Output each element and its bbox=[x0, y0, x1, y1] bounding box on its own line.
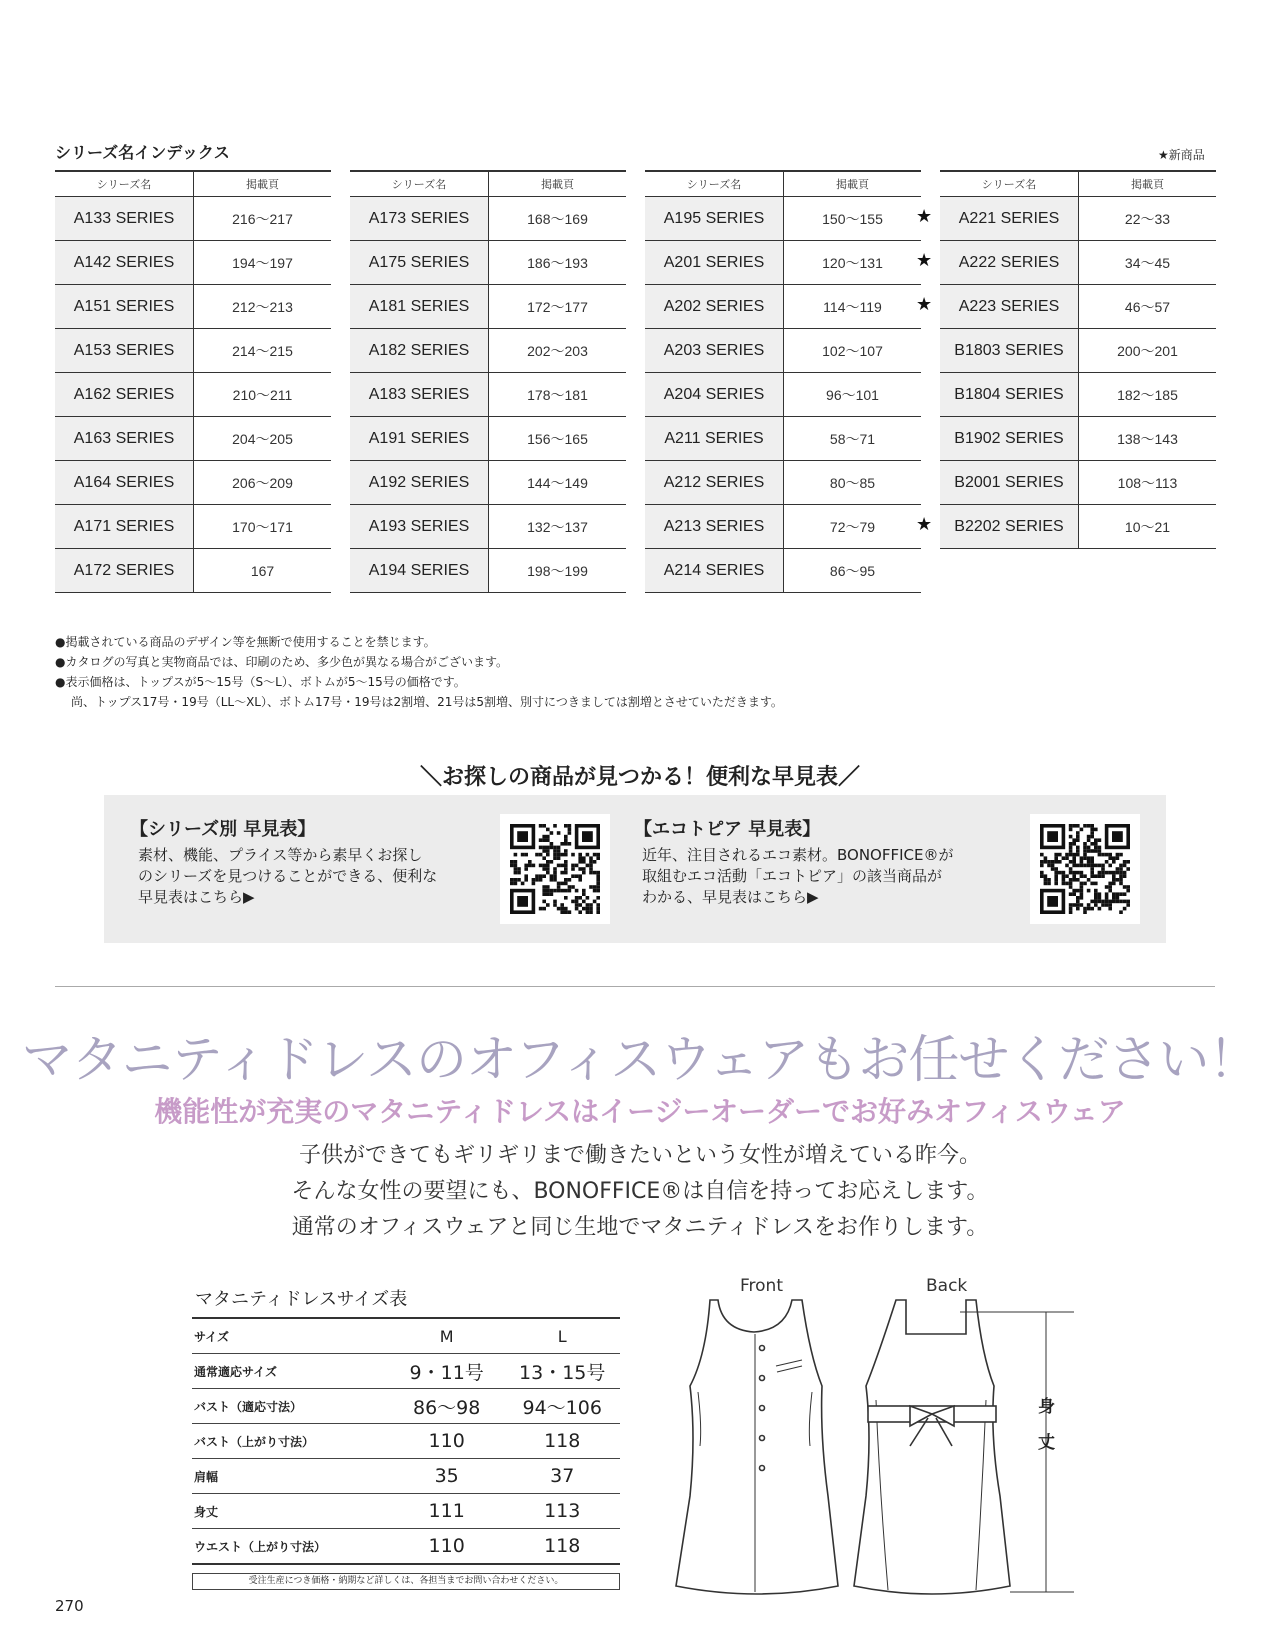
size-m-value: 111 bbox=[389, 1494, 505, 1529]
table-row bbox=[55, 329, 331, 373]
series-name: A195 SERIES bbox=[645, 197, 784, 241]
body-line: そんな女性の要望にも、BONOFFICE®は自信を持ってお応えします。 bbox=[291, 1179, 989, 1204]
size-row bbox=[192, 1389, 620, 1424]
desc-line: 素材、機能、プライス等から素早くお探し bbox=[138, 846, 423, 864]
length-label-2: 丈 bbox=[1038, 1433, 1055, 1453]
size-label: 身丈 bbox=[192, 1494, 389, 1529]
table-row bbox=[940, 285, 1216, 329]
column-header-series: シリーズ名 bbox=[350, 171, 489, 197]
length-label-1: 身 bbox=[1038, 1397, 1055, 1417]
series-pages: 212〜213 bbox=[194, 285, 332, 329]
series-name: A171 SERIES bbox=[55, 505, 194, 549]
size-label: 肩幅 bbox=[192, 1459, 389, 1494]
series-name: A202 SERIES bbox=[645, 285, 784, 329]
series-pages: 202〜203 bbox=[489, 329, 627, 373]
size-l-value: 118 bbox=[504, 1424, 620, 1459]
table-row bbox=[350, 417, 626, 461]
series-quick-title: 【シリーズ別 早見表】 bbox=[130, 819, 316, 840]
series-quick-description bbox=[138, 845, 488, 908]
size-row bbox=[192, 1318, 620, 1354]
series-table bbox=[350, 170, 626, 593]
series-pages: 186〜193 bbox=[489, 241, 627, 285]
eco-qr-code[interactable] bbox=[1030, 814, 1140, 924]
front-dress-icon bbox=[676, 1300, 838, 1594]
table-row bbox=[55, 373, 331, 417]
series-name: B1902 SERIES bbox=[940, 417, 1079, 461]
series-pages: 34〜45 bbox=[1079, 241, 1217, 285]
series-pages: 114〜119 bbox=[784, 285, 922, 329]
table-row bbox=[350, 505, 626, 549]
series-pages: 200〜201 bbox=[1079, 329, 1217, 373]
series-name: B1803 SERIES bbox=[940, 329, 1079, 373]
quick-reference-panel bbox=[104, 795, 1166, 943]
series-pages: 144〜149 bbox=[489, 461, 627, 505]
size-table bbox=[192, 1317, 620, 1565]
new-star-icon: ★ bbox=[916, 250, 933, 271]
series-pages: 178〜181 bbox=[489, 373, 627, 417]
column-header-series: シリーズ名 bbox=[645, 171, 784, 197]
series-pages: 204〜205 bbox=[194, 417, 332, 461]
series-pages: 172〜177 bbox=[489, 285, 627, 329]
size-l-value: 94〜106 bbox=[504, 1389, 620, 1424]
qr-code-icon bbox=[1030, 814, 1140, 924]
table-row bbox=[645, 197, 921, 241]
series-name: A191 SERIES bbox=[350, 417, 489, 461]
table-row bbox=[55, 505, 331, 549]
table-row bbox=[645, 549, 921, 593]
table-row bbox=[350, 549, 626, 593]
note-line: 尚、トップス17号・19号（LL〜XL）、ボトム17号・19号は2割増、21号は5割増、別寸につきましては割増とさせていただきます。 bbox=[71, 695, 783, 709]
column-header-page: 掲載頁 bbox=[784, 171, 922, 197]
size-row bbox=[192, 1424, 620, 1459]
series-name: A181 SERIES bbox=[350, 285, 489, 329]
size-l-value: L bbox=[504, 1318, 620, 1354]
column-header-page: 掲載頁 bbox=[194, 171, 332, 197]
column-header-page: 掲載頁 bbox=[489, 171, 627, 197]
desc-line: のシリーズを見つけることができる、便利な bbox=[138, 867, 438, 885]
maternity-dress-illustration bbox=[670, 1296, 1090, 1596]
series-pages: 198〜199 bbox=[489, 549, 627, 593]
size-l-value: 118 bbox=[504, 1529, 620, 1565]
note-line: ●表示価格は、トップスが5〜15号（S〜L）、ボトムが5〜15号の価格です。 bbox=[55, 675, 466, 689]
size-l-value: 37 bbox=[504, 1459, 620, 1494]
back-dress-icon bbox=[854, 1300, 1010, 1594]
series-name: A172 SERIES bbox=[55, 549, 194, 593]
series-pages: 182〜185 bbox=[1079, 373, 1217, 417]
series-name: B1804 SERIES bbox=[940, 373, 1079, 417]
series-name: A222 SERIES bbox=[940, 241, 1079, 285]
size-table-note: 受注生産につき価格・納期など詳しくは、各担当までお問い合わせください。 bbox=[192, 1573, 620, 1590]
new-star-icon: ★ bbox=[916, 294, 933, 315]
series-pages: 108〜113 bbox=[1079, 461, 1217, 505]
series-pages: 58〜71 bbox=[784, 417, 922, 461]
table-row bbox=[55, 197, 331, 241]
size-l-value: 13・15号 bbox=[504, 1354, 620, 1389]
series-name: A203 SERIES bbox=[645, 329, 784, 373]
table-row bbox=[350, 241, 626, 285]
series-name: A194 SERIES bbox=[350, 549, 489, 593]
series-pages: 214〜215 bbox=[194, 329, 332, 373]
table-row bbox=[645, 417, 921, 461]
size-m-value: 35 bbox=[389, 1459, 505, 1494]
quick-reference-heading: ＼お探しの商品が見つかる！便利な早見表／ bbox=[419, 765, 860, 790]
maternity-body bbox=[0, 1138, 1280, 1246]
section-divider bbox=[55, 986, 1215, 987]
page-number: 270 bbox=[55, 1597, 84, 1615]
series-name: A223 SERIES bbox=[940, 285, 1079, 329]
column-header-series: シリーズ名 bbox=[940, 171, 1079, 197]
table-row bbox=[940, 241, 1216, 285]
series-name: A183 SERIES bbox=[350, 373, 489, 417]
series-pages: 150〜155 bbox=[784, 197, 922, 241]
series-pages: 96〜101 bbox=[784, 373, 922, 417]
table-row bbox=[940, 329, 1216, 373]
series-pages: 120〜131 bbox=[784, 241, 922, 285]
table-row bbox=[940, 197, 1216, 241]
series-qr-code[interactable] bbox=[500, 814, 610, 924]
size-label: サイズ bbox=[192, 1318, 389, 1354]
series-name: A142 SERIES bbox=[55, 241, 194, 285]
series-pages: 46〜57 bbox=[1079, 285, 1217, 329]
index-title: シリーズ名インデックス bbox=[55, 143, 230, 162]
table-row bbox=[350, 461, 626, 505]
series-name: A192 SERIES bbox=[350, 461, 489, 505]
eco-quick-description bbox=[642, 845, 992, 908]
desc-line: 近年、注目されるエコ素材。BONOFFICE®が bbox=[642, 846, 954, 864]
size-l-value: 113 bbox=[504, 1494, 620, 1529]
table-row bbox=[645, 461, 921, 505]
table-row bbox=[350, 373, 626, 417]
series-name: A164 SERIES bbox=[55, 461, 194, 505]
size-label: バスト（適応寸法） bbox=[192, 1389, 389, 1424]
size-label: バスト（上がり寸法） bbox=[192, 1424, 389, 1459]
series-pages: 194〜197 bbox=[194, 241, 332, 285]
eco-quick-title: 【エコトピア 早見表】 bbox=[634, 819, 821, 840]
series-pages: 10〜21 bbox=[1079, 505, 1217, 549]
series-pages: 138〜143 bbox=[1079, 417, 1217, 461]
series-name: A211 SERIES bbox=[645, 417, 784, 461]
desc-line: 取組むエコ活動「エコトピア」の該当商品が bbox=[642, 867, 943, 885]
table-row bbox=[940, 505, 1216, 549]
series-pages: 210〜211 bbox=[194, 373, 332, 417]
table-row bbox=[645, 373, 921, 417]
series-pages: 167 bbox=[194, 549, 332, 593]
series-name: B2202 SERIES bbox=[940, 505, 1079, 549]
size-m-value: 86〜98 bbox=[389, 1389, 505, 1424]
back-label: Back bbox=[926, 1276, 968, 1296]
qr-code-icon bbox=[500, 814, 610, 924]
size-m-value: 9・11号 bbox=[389, 1354, 505, 1389]
table-row bbox=[940, 417, 1216, 461]
size-table-title: マタニティドレスサイズ表 bbox=[195, 1289, 408, 1310]
series-name: A221 SERIES bbox=[940, 197, 1079, 241]
series-name: A212 SERIES bbox=[645, 461, 784, 505]
series-name: A182 SERIES bbox=[350, 329, 489, 373]
column-header-page: 掲載頁 bbox=[1079, 171, 1217, 197]
table-row bbox=[55, 549, 331, 593]
table-row bbox=[645, 329, 921, 373]
maternity-subtitle: 機能性が充実のマタニティドレスはイージーオーダーでお好みオフィスウェア bbox=[154, 1095, 1126, 1128]
body-line: 通常のオフィスウェアと同じ生地でマタニティドレスをお作りします。 bbox=[291, 1215, 989, 1240]
series-name: A214 SERIES bbox=[645, 549, 784, 593]
series-name: A175 SERIES bbox=[350, 241, 489, 285]
table-row bbox=[55, 241, 331, 285]
size-label: ウエスト（上がり寸法） bbox=[192, 1529, 389, 1565]
series-name: A173 SERIES bbox=[350, 197, 489, 241]
size-row bbox=[192, 1529, 620, 1565]
size-row bbox=[192, 1494, 620, 1529]
series-pages: 132〜137 bbox=[489, 505, 627, 549]
series-name: A201 SERIES bbox=[645, 241, 784, 285]
note-line: ●カタログの写真と実物商品では、印刷のため、多少色が異なる場合がございます。 bbox=[55, 655, 509, 669]
series-pages: 22〜33 bbox=[1079, 197, 1217, 241]
desc-line: わかる、早見表はこちら▶ bbox=[642, 888, 819, 906]
maternity-title: マタニティドレスのオフィスウェアもお任せください！ bbox=[21, 1031, 1259, 1090]
series-name: B2001 SERIES bbox=[940, 461, 1079, 505]
size-row bbox=[192, 1459, 620, 1494]
new-product-legend: ★新商品 bbox=[1158, 148, 1205, 162]
table-row bbox=[55, 461, 331, 505]
table-row bbox=[350, 285, 626, 329]
series-pages: 216〜217 bbox=[194, 197, 332, 241]
table-row bbox=[55, 417, 331, 461]
series-pages: 102〜107 bbox=[784, 329, 922, 373]
table-row bbox=[645, 285, 921, 329]
table-row bbox=[940, 373, 1216, 417]
table-row bbox=[645, 505, 921, 549]
size-m-value: M bbox=[389, 1318, 505, 1354]
column-header-series: シリーズ名 bbox=[55, 171, 194, 197]
table-row bbox=[645, 241, 921, 285]
series-pages: 86〜95 bbox=[784, 549, 922, 593]
size-label: 通常適応サイズ bbox=[192, 1354, 389, 1389]
size-m-value: 110 bbox=[389, 1424, 505, 1459]
series-name: A163 SERIES bbox=[55, 417, 194, 461]
table-row bbox=[350, 197, 626, 241]
table-row bbox=[55, 285, 331, 329]
desc-line: 早見表はこちら▶ bbox=[138, 888, 255, 906]
new-star-icon: ★ bbox=[916, 514, 933, 535]
series-pages: 80〜85 bbox=[784, 461, 922, 505]
series-pages: 170〜171 bbox=[194, 505, 332, 549]
front-label: Front bbox=[740, 1276, 783, 1296]
series-pages: 168〜169 bbox=[489, 197, 627, 241]
series-table bbox=[645, 170, 921, 593]
note-line: ●掲載されている商品のデザイン等を無断で使用することを禁じます。 bbox=[55, 635, 436, 649]
series-name: A162 SERIES bbox=[55, 373, 194, 417]
series-name: A153 SERIES bbox=[55, 329, 194, 373]
table-row bbox=[350, 329, 626, 373]
series-name: A204 SERIES bbox=[645, 373, 784, 417]
series-pages: 156〜165 bbox=[489, 417, 627, 461]
series-name: A193 SERIES bbox=[350, 505, 489, 549]
series-name: A151 SERIES bbox=[55, 285, 194, 329]
notes bbox=[55, 632, 783, 712]
body-line: 子供ができてもギリギリまで働きたいという女性が増えている昨今。 bbox=[298, 1143, 981, 1168]
new-star-icon: ★ bbox=[916, 206, 933, 227]
table-row bbox=[940, 461, 1216, 505]
size-m-value: 110 bbox=[389, 1529, 505, 1565]
series-table bbox=[940, 170, 1216, 549]
series-name: A213 SERIES bbox=[645, 505, 784, 549]
series-name: A133 SERIES bbox=[55, 197, 194, 241]
series-pages: 206〜209 bbox=[194, 461, 332, 505]
series-pages: 72〜79 bbox=[784, 505, 922, 549]
series-table bbox=[55, 170, 331, 593]
size-row bbox=[192, 1354, 620, 1389]
